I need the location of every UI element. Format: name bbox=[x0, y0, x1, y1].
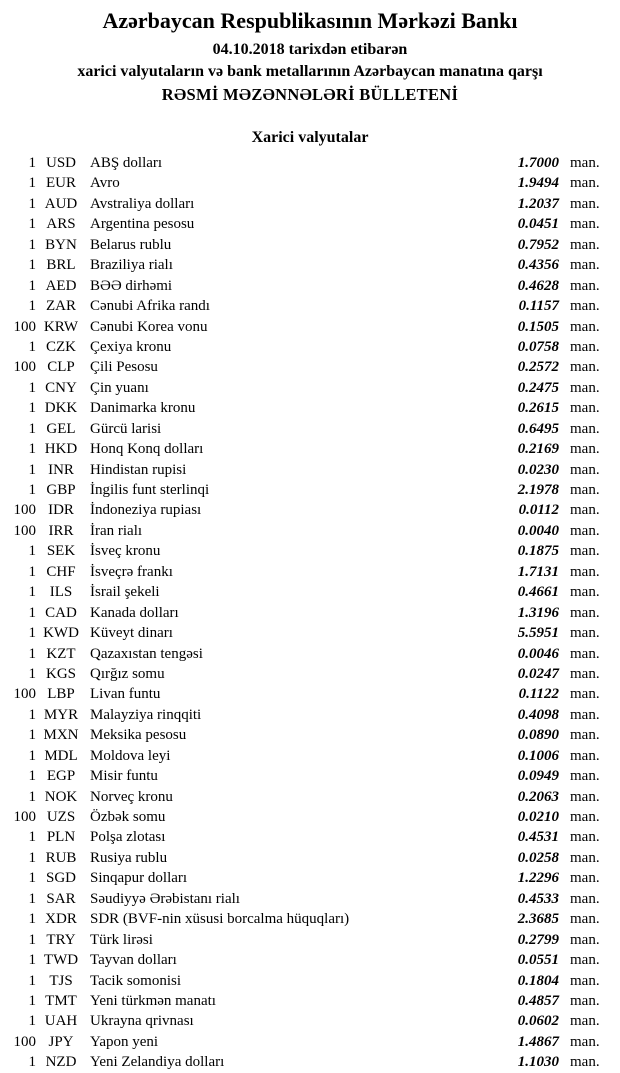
rate-quantity: 1 bbox=[28, 706, 36, 723]
rate-value: 0.0230 bbox=[517, 461, 559, 478]
rate-quantity: 1 bbox=[28, 849, 36, 866]
currency-code: GBP bbox=[46, 482, 76, 498]
currency-unit-label: man. bbox=[570, 298, 600, 315]
currency-name: Çin yuanı bbox=[90, 379, 149, 396]
rate-row bbox=[0, 827, 620, 847]
rate-row bbox=[0, 194, 620, 214]
currency-unit-label: man. bbox=[570, 563, 600, 580]
currency-unit-label: man. bbox=[570, 155, 600, 171]
rate-value: 0.1505 bbox=[517, 318, 559, 335]
rate-row bbox=[0, 235, 620, 255]
rate-value: 2.1978 bbox=[517, 482, 559, 498]
rate-value: 0.4531 bbox=[517, 829, 559, 846]
rate-row bbox=[0, 500, 620, 520]
rate-value: 0.1122 bbox=[518, 686, 559, 703]
currency-code: ILS bbox=[49, 584, 73, 601]
currency-name: İndoneziya rupiası bbox=[90, 502, 202, 519]
rate-quantity: 1 bbox=[28, 338, 36, 355]
currency-unit-label: man. bbox=[570, 461, 600, 478]
currency-unit-label: man. bbox=[570, 216, 600, 233]
currency-code: XDR bbox=[45, 911, 77, 928]
rate-value: 0.2572 bbox=[517, 359, 559, 376]
rate-quantity: 1 bbox=[28, 195, 36, 212]
rate-value: 0.0551 bbox=[517, 952, 559, 969]
currency-code: BYN bbox=[45, 236, 77, 253]
rate-row bbox=[0, 276, 620, 296]
currency-code: TRY bbox=[46, 931, 76, 948]
rate-row bbox=[0, 398, 620, 418]
currency-code: CAD bbox=[45, 604, 77, 621]
rate-quantity: 1 bbox=[28, 972, 36, 989]
rate-row bbox=[0, 1032, 620, 1052]
currency-unit-label: man. bbox=[570, 727, 600, 744]
rate-row bbox=[0, 684, 620, 704]
rate-value: 0.2615 bbox=[517, 400, 559, 417]
rate-quantity: 1 bbox=[28, 461, 36, 478]
rate-quantity: 100 bbox=[13, 1033, 36, 1050]
rate-row bbox=[0, 337, 620, 357]
currency-code: TJS bbox=[49, 972, 73, 989]
currency-code: NZD bbox=[45, 1054, 77, 1071]
currency-code: BRL bbox=[46, 257, 76, 274]
rate-quantity: 1 bbox=[28, 992, 36, 1009]
currency-code: INR bbox=[48, 461, 74, 478]
currency-code: SEK bbox=[46, 543, 76, 560]
rate-quantity: 1 bbox=[28, 257, 36, 274]
rate-value: 2.3685 bbox=[517, 911, 559, 928]
currency-name: ABŞ dolları bbox=[90, 155, 163, 171]
rate-row bbox=[0, 787, 620, 807]
rate-value: 0.0949 bbox=[517, 768, 559, 785]
currency-unit-label: man. bbox=[570, 706, 600, 723]
rate-row bbox=[0, 930, 620, 950]
rate-value: 5.5951 bbox=[517, 625, 559, 642]
rate-quantity: 1 bbox=[28, 236, 36, 253]
currency-unit-label: man. bbox=[570, 502, 600, 519]
rate-value: 1.2037 bbox=[517, 195, 559, 212]
rate-quantity: 1 bbox=[28, 747, 36, 764]
rate-row bbox=[0, 664, 620, 684]
rate-quantity: 1 bbox=[28, 1013, 36, 1030]
currency-name: Livan funtu bbox=[90, 686, 161, 703]
rate-row bbox=[0, 214, 620, 234]
rate-value: 0.1157 bbox=[518, 298, 559, 315]
rate-row bbox=[0, 521, 620, 541]
rate-value: 0.0210 bbox=[517, 809, 559, 825]
rate-quantity: 1 bbox=[28, 379, 36, 396]
currency-code: MYR bbox=[43, 706, 79, 723]
rate-value: 0.0451 bbox=[517, 216, 559, 233]
currency-unit-label: man. bbox=[570, 890, 600, 907]
currency-code: MXN bbox=[43, 727, 79, 744]
rate-value: 0.2169 bbox=[517, 441, 559, 458]
rate-value: 0.4661 bbox=[517, 584, 559, 601]
currency-code: HKD bbox=[44, 441, 78, 458]
currency-name: BƏƏ dirhəmi bbox=[90, 277, 173, 294]
rate-value: 0.0112 bbox=[518, 502, 559, 519]
rate-quantity: 100 bbox=[13, 502, 36, 519]
currency-name: İsveçrə frankı bbox=[90, 563, 173, 580]
rate-quantity: 1 bbox=[28, 911, 36, 928]
rate-value: 0.1804 bbox=[517, 972, 559, 989]
currency-unit-label: man. bbox=[570, 829, 600, 846]
currency-code: AUD bbox=[44, 195, 78, 212]
currency-code: MDL bbox=[44, 747, 78, 764]
rate-row bbox=[0, 317, 620, 337]
rate-value: 0.2799 bbox=[517, 931, 559, 948]
currency-name: Özbək somu bbox=[90, 809, 166, 825]
rate-row bbox=[0, 541, 620, 561]
rate-row bbox=[0, 378, 620, 398]
rate-value: 1.7131 bbox=[517, 563, 559, 580]
currency-unit-label: man. bbox=[570, 195, 600, 212]
currency-name: Yapon yeni bbox=[90, 1033, 159, 1050]
currency-code: SAR bbox=[46, 890, 76, 907]
rate-row bbox=[0, 807, 620, 827]
rate-quantity: 1 bbox=[28, 563, 36, 580]
currency-name: Qırğız somu bbox=[90, 665, 165, 682]
currency-unit-label: man. bbox=[570, 379, 600, 396]
currency-code: USD bbox=[45, 155, 76, 171]
currency-code: KWD bbox=[43, 625, 79, 642]
currency-code: AED bbox=[45, 277, 77, 294]
rate-row bbox=[0, 439, 620, 459]
currency-name: Danimarka kronu bbox=[90, 400, 196, 417]
rate-quantity: 1 bbox=[28, 727, 36, 744]
rate-quantity: 1 bbox=[28, 482, 36, 498]
currency-name: Honq Konq dolları bbox=[90, 441, 204, 458]
rate-value: 0.1875 bbox=[517, 543, 559, 560]
rate-value: 0.0890 bbox=[517, 727, 559, 744]
rate-quantity: 1 bbox=[28, 604, 36, 621]
rate-quantity: 100 bbox=[13, 359, 36, 376]
rate-value: 0.0040 bbox=[517, 522, 559, 539]
rate-row bbox=[0, 1011, 620, 1031]
currency-code: CLP bbox=[47, 359, 75, 376]
rate-value: 0.0602 bbox=[517, 1013, 559, 1030]
rate-value: 0.4356 bbox=[517, 257, 559, 274]
rate-row bbox=[0, 950, 620, 970]
rate-quantity: 1 bbox=[28, 216, 36, 233]
rate-row bbox=[0, 419, 620, 439]
currency-name: Cənubi Korea vonu bbox=[90, 318, 208, 335]
bulletin-subtitle: xarici valyutaların və bank metallarının Azərbaycan manatına qarşı bbox=[77, 63, 543, 80]
rate-quantity: 1 bbox=[28, 952, 36, 969]
currency-name: Avro bbox=[90, 175, 120, 192]
currency-unit-label: man. bbox=[570, 849, 600, 866]
rates-table bbox=[0, 153, 620, 1073]
currency-code: DKK bbox=[44, 400, 78, 417]
currency-unit-label: man. bbox=[570, 972, 600, 989]
section-title-foreign-currencies: Xarici valyutalar bbox=[251, 129, 369, 146]
currency-unit-label: man. bbox=[570, 809, 600, 825]
rate-row bbox=[0, 480, 620, 500]
currency-name: Malayziya rinqqiti bbox=[90, 706, 202, 723]
rate-row bbox=[0, 255, 620, 275]
rate-row bbox=[0, 644, 620, 664]
rate-quantity: 1 bbox=[28, 665, 36, 682]
rate-quantity: 1 bbox=[28, 645, 36, 662]
rate-row bbox=[0, 296, 620, 316]
currency-code: LBP bbox=[47, 686, 75, 703]
rate-value: 0.4098 bbox=[517, 706, 559, 723]
rate-quantity: 1 bbox=[28, 870, 36, 887]
currency-unit-label: man. bbox=[570, 747, 600, 764]
rate-value: 0.1006 bbox=[517, 747, 559, 764]
rate-row bbox=[0, 357, 620, 377]
bulletin-title: RƏSMİ MƏZƏNNƏLƏRİ BÜLLETENİ bbox=[161, 85, 459, 104]
rate-quantity: 1 bbox=[28, 931, 36, 948]
rate-quantity: 1 bbox=[28, 175, 36, 192]
rate-value: 1.2296 bbox=[517, 870, 559, 887]
rate-quantity: 100 bbox=[13, 522, 36, 539]
rate-row bbox=[0, 991, 620, 1011]
rate-quantity: 1 bbox=[28, 625, 36, 642]
currency-unit-label: man. bbox=[570, 400, 600, 417]
currency-name: Küveyt dinarı bbox=[90, 625, 173, 642]
currency-name: Sinqapur dolları bbox=[90, 870, 188, 887]
currency-name: İran rialı bbox=[90, 522, 143, 539]
rate-quantity: 1 bbox=[28, 441, 36, 458]
currency-code: UAH bbox=[44, 1013, 78, 1030]
currency-code: CNY bbox=[45, 379, 77, 396]
currency-name: İngilis funt sterlinqi bbox=[90, 482, 210, 498]
currency-name: Argentina pesosu bbox=[90, 216, 195, 233]
currency-unit-label: man. bbox=[570, 768, 600, 785]
currency-name: Belarus rublu bbox=[90, 236, 172, 253]
currency-name: İsrail şekeli bbox=[90, 584, 160, 601]
rate-value: 0.0758 bbox=[517, 338, 559, 355]
currency-code: ARS bbox=[46, 216, 76, 233]
rate-row bbox=[0, 173, 620, 193]
currency-unit-label: man. bbox=[570, 665, 600, 682]
rate-row bbox=[0, 603, 620, 623]
currency-unit-label: man. bbox=[570, 931, 600, 948]
rate-quantity: 1 bbox=[28, 420, 36, 437]
rate-value: 0.0046 bbox=[517, 645, 559, 662]
currency-name: Tacik somonisi bbox=[90, 972, 182, 989]
rate-row bbox=[0, 889, 620, 909]
rate-value: 0.0247 bbox=[517, 665, 559, 682]
rate-value: 0.7952 bbox=[517, 236, 559, 253]
currency-unit-label: man. bbox=[570, 338, 600, 355]
currency-name: Polşa zlotası bbox=[90, 829, 166, 846]
rate-quantity: 1 bbox=[28, 155, 36, 171]
rate-quantity: 1 bbox=[28, 584, 36, 601]
currency-name: Meksika pesosu bbox=[90, 727, 187, 744]
rate-row bbox=[0, 766, 620, 786]
currency-name: Braziliya rialı bbox=[90, 257, 173, 274]
currency-name: SDR (BVF-nin xüsusi borcalma hüquqları) bbox=[90, 911, 350, 928]
currency-name: Misir funtu bbox=[90, 768, 158, 785]
currency-name: Gürcü larisi bbox=[90, 420, 162, 437]
currency-unit-label: man. bbox=[570, 1013, 600, 1030]
currency-unit-label: man. bbox=[570, 584, 600, 601]
rate-row bbox=[0, 705, 620, 725]
currency-unit-label: man. bbox=[570, 952, 600, 969]
effective-date: 04.10.2018 tarixdən etibarən bbox=[212, 41, 408, 58]
rate-row bbox=[0, 460, 620, 480]
rate-quantity: 1 bbox=[28, 400, 36, 417]
currency-code: SGD bbox=[45, 870, 76, 887]
currency-unit-label: man. bbox=[570, 1054, 600, 1071]
currency-unit-label: man. bbox=[570, 236, 600, 253]
currency-unit-label: man. bbox=[570, 870, 600, 887]
currency-unit-label: man. bbox=[570, 1033, 600, 1050]
currency-name: Türk lirəsi bbox=[90, 931, 153, 948]
rate-value: 1.1030 bbox=[517, 1054, 559, 1071]
currency-unit-label: man. bbox=[570, 277, 600, 294]
currency-code: TMT bbox=[45, 992, 77, 1009]
currency-code: IDR bbox=[48, 502, 74, 519]
rate-row bbox=[0, 562, 620, 582]
currency-code: IRR bbox=[48, 522, 74, 539]
currency-unit-label: man. bbox=[570, 992, 600, 1009]
rate-row bbox=[0, 623, 620, 643]
currency-unit-label: man. bbox=[570, 359, 600, 376]
currency-name: Cənubi Afrika randı bbox=[90, 298, 210, 315]
rate-quantity: 1 bbox=[28, 543, 36, 560]
currency-code: EGP bbox=[46, 768, 76, 785]
currency-unit-label: man. bbox=[570, 522, 600, 539]
currency-unit-label: man. bbox=[570, 788, 600, 805]
currency-code: GEL bbox=[46, 420, 76, 437]
rate-value: 1.4867 bbox=[517, 1033, 559, 1050]
currency-code: KZT bbox=[46, 645, 76, 662]
rate-quantity: 1 bbox=[28, 1054, 36, 1071]
rate-row bbox=[0, 153, 620, 173]
currency-code: ZAR bbox=[46, 298, 76, 315]
rate-quantity: 1 bbox=[28, 277, 36, 294]
rate-value: 0.0258 bbox=[517, 849, 559, 866]
currency-name: Avstraliya dolları bbox=[90, 195, 195, 212]
currency-unit-label: man. bbox=[570, 441, 600, 458]
rate-row bbox=[0, 909, 620, 929]
rate-row bbox=[0, 725, 620, 745]
currency-name: Moldova leyi bbox=[90, 747, 171, 764]
rate-quantity: 1 bbox=[28, 788, 36, 805]
currency-unit-label: man. bbox=[570, 911, 600, 928]
currency-code: PLN bbox=[46, 829, 76, 846]
rate-quantity: 1 bbox=[28, 829, 36, 846]
rate-value: 1.9494 bbox=[517, 175, 559, 192]
currency-code: KGS bbox=[45, 665, 76, 682]
currency-unit-label: man. bbox=[570, 645, 600, 662]
rate-row bbox=[0, 868, 620, 888]
rate-quantity: 1 bbox=[28, 890, 36, 907]
currency-unit-label: man. bbox=[570, 318, 600, 335]
rate-row bbox=[0, 1052, 620, 1072]
currency-name: Norveç kronu bbox=[90, 788, 173, 805]
rate-value: 1.3196 bbox=[517, 604, 559, 621]
currency-code: NOK bbox=[44, 788, 78, 805]
currency-name: Rusiya rublu bbox=[90, 849, 168, 866]
rate-row bbox=[0, 848, 620, 868]
currency-name: Tayvan dolları bbox=[90, 952, 177, 969]
currency-code: CZK bbox=[46, 338, 76, 355]
currency-name: Hindistan rupisi bbox=[90, 461, 187, 478]
currency-code: RUB bbox=[45, 849, 77, 866]
rate-value: 1.7000 bbox=[517, 155, 559, 171]
currency-name: Yeni türkmən manatı bbox=[90, 992, 216, 1009]
currency-unit-label: man. bbox=[570, 686, 600, 703]
rate-quantity: 1 bbox=[28, 298, 36, 315]
currency-unit-label: man. bbox=[570, 543, 600, 560]
rate-quantity: 100 bbox=[13, 809, 36, 825]
currency-name: Çili Pesosu bbox=[90, 359, 158, 376]
rate-value: 0.2063 bbox=[517, 788, 559, 805]
currency-unit-label: man. bbox=[570, 257, 600, 274]
currency-code: CHF bbox=[46, 563, 76, 580]
currency-code: JPY bbox=[48, 1033, 74, 1050]
rate-value: 0.4628 bbox=[517, 277, 559, 294]
bank-name: Azərbaycan Respublikasının Mərkəzi Bankı bbox=[102, 8, 518, 33]
rate-row bbox=[0, 746, 620, 766]
rate-quantity: 100 bbox=[13, 686, 36, 703]
rate-value: 0.6495 bbox=[517, 420, 559, 437]
currency-unit-label: man. bbox=[570, 604, 600, 621]
currency-code: KRW bbox=[43, 318, 79, 335]
currency-code: EUR bbox=[46, 175, 76, 192]
currency-unit-label: man. bbox=[570, 482, 600, 498]
currency-code: TWD bbox=[43, 952, 79, 969]
currency-name: Qazaxıstan tengəsi bbox=[90, 645, 203, 662]
currency-code: UZS bbox=[46, 809, 76, 825]
rate-quantity: 100 bbox=[13, 318, 36, 335]
rate-value: 0.4857 bbox=[517, 992, 559, 1009]
rate-row bbox=[0, 971, 620, 991]
currency-name: Ukrayna qrivnası bbox=[90, 1013, 194, 1030]
currency-name: Çexiya kronu bbox=[90, 338, 172, 355]
currency-name: Yeni Zelandiya dolları bbox=[90, 1054, 225, 1071]
rate-value: 0.2475 bbox=[517, 379, 559, 396]
currency-unit-label: man. bbox=[570, 420, 600, 437]
currency-unit-label: man. bbox=[570, 175, 600, 192]
currency-name: Kanada dolları bbox=[90, 604, 179, 621]
rate-quantity: 1 bbox=[28, 768, 36, 785]
currency-unit-label: man. bbox=[570, 625, 600, 642]
currency-name: Səudiyyə Ərəbistanı rialı bbox=[90, 890, 240, 907]
currency-name: İsveç kronu bbox=[90, 543, 161, 560]
rate-value: 0.4533 bbox=[517, 890, 559, 907]
rate-row bbox=[0, 582, 620, 602]
